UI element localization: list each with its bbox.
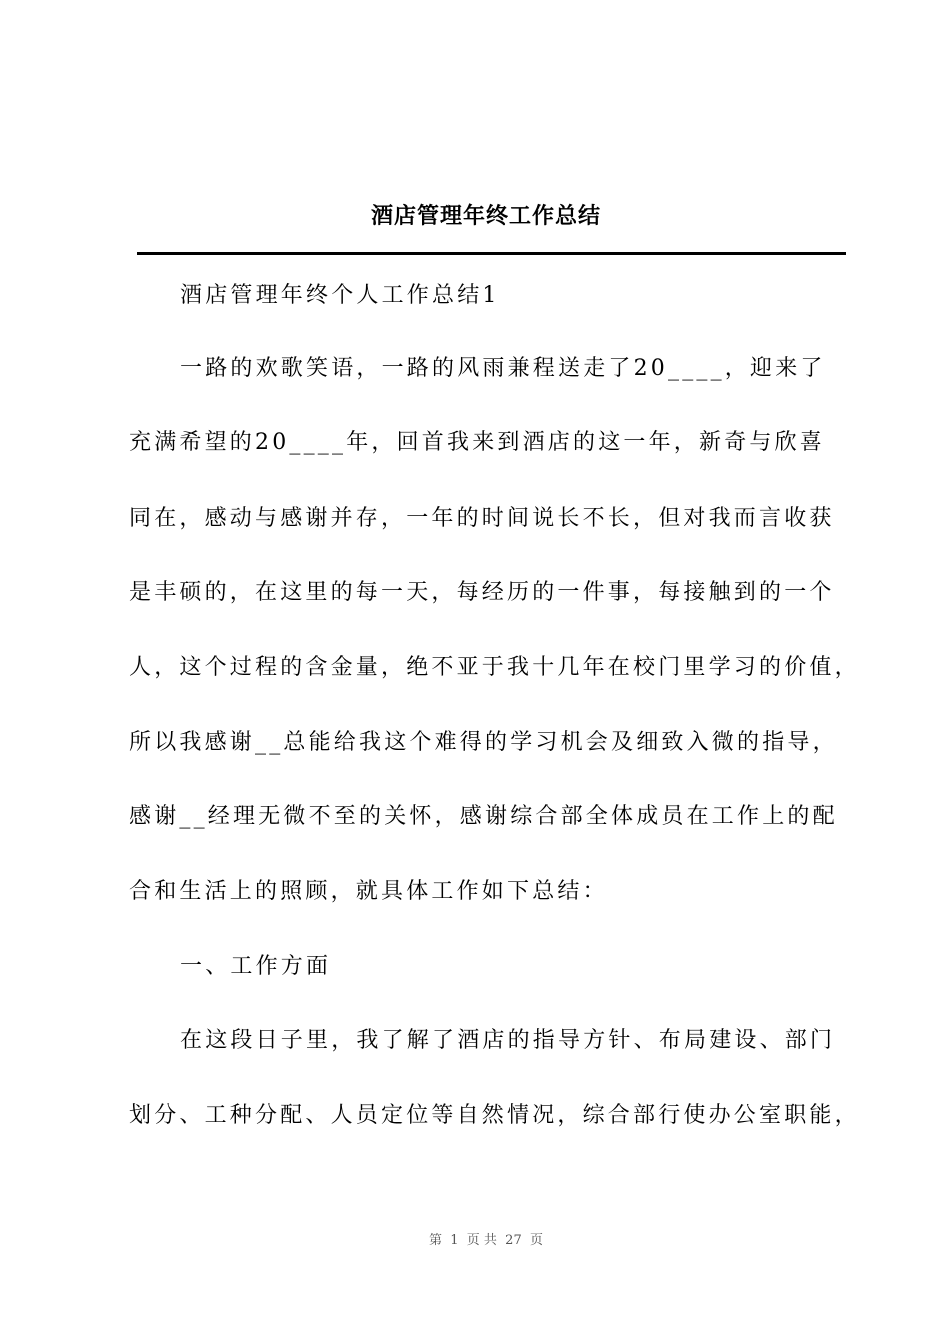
subtitle: 酒店管理年终个人工作总结1	[180, 283, 500, 308]
paragraph-line: 划分、工种分配、人员定位等自然情况，综合部行使办公室职能，	[129, 1103, 860, 1128]
document-title: 酒店管理年终工作总结	[370, 203, 601, 229]
paragraph-line: 在这段日子里，我了解了酒店的指导方针、布局建设、部门	[180, 1028, 836, 1053]
paragraph-line: 人，这个过程的含金量，绝不亚于我十几年在校门里学习的价值，	[129, 655, 860, 680]
paragraph-line: 充满希望的20____年，回首我来到酒店的这一年，新奇与欣喜	[129, 430, 825, 455]
section-heading: 一、工作方面	[180, 954, 332, 979]
paragraph-line: 合和生活上的照顾，就具体工作如下总结：	[129, 879, 608, 904]
paragraph-line: 同在，感动与感谢并存，一年的时间说长不长，但对我而言收获	[129, 506, 835, 531]
paragraph-line: 感谢__经理无微不至的关怀，感谢综合部全体成员在工作上的配	[129, 804, 838, 829]
page-number-footer: 第 1 页 共 27 页	[428, 1233, 543, 1248]
title-divider	[137, 252, 846, 255]
paragraph-line: 是丰硕的，在这里的每一天，每经历的一件事，每接触到的一个	[129, 580, 835, 605]
paragraph-line: 一路的欢歌笑语，一路的风雨兼程送走了20____，迎来了	[180, 356, 826, 381]
paragraph-line: 所以我感谢__总能给我这个难得的学习机会及细致入微的指导，	[129, 730, 838, 755]
